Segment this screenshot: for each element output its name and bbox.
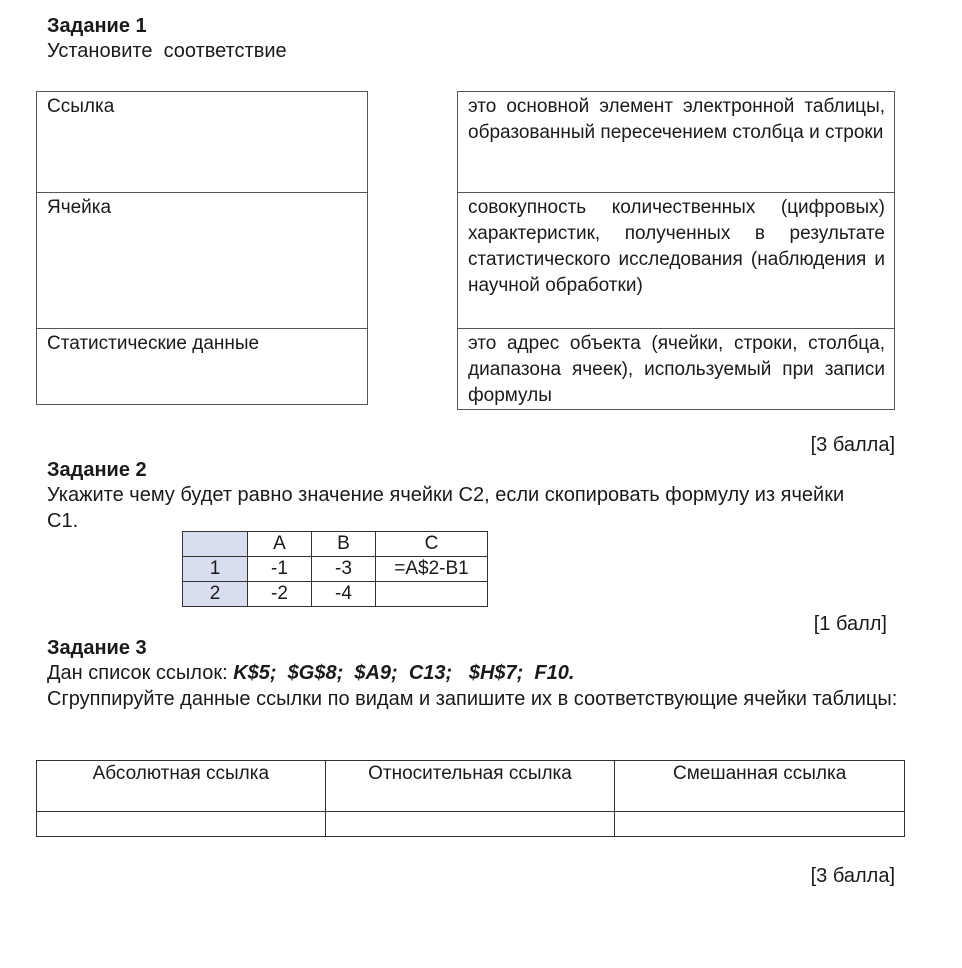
task3-list bbox=[47, 660, 574, 686]
column-header: A bbox=[248, 532, 312, 557]
definition-cell: это основной элемент электронной таблицы, образованный пересечением столбца и строки bbox=[458, 92, 895, 193]
spreadsheet-table bbox=[182, 531, 488, 607]
corner-cell bbox=[183, 532, 248, 557]
definition-cell: совокупность количественных (цифровых) характеристик, полученных в результате статистического исследования (наблюдения и научной обработки) bbox=[458, 193, 895, 329]
task1-points: [3 балла] bbox=[810, 434, 895, 456]
row-header: 2 bbox=[183, 582, 248, 607]
column-header: B bbox=[312, 532, 376, 557]
task3-title: Задание 3 bbox=[47, 637, 147, 659]
task1-title: Задание 1 bbox=[47, 15, 147, 37]
task3-points: [3 балла] bbox=[810, 865, 895, 887]
task3-list-label: Дан список ссылок: bbox=[47, 662, 234, 684]
task2-question: Укажите чему будет равно значение ячейки С2, если скопировать формулу из ячейки С1. bbox=[47, 484, 845, 532]
term-cell: Ссылка bbox=[37, 92, 368, 193]
task1-instruction: Установите соответствие bbox=[47, 40, 287, 62]
sheet-cell bbox=[376, 582, 488, 607]
relative-ref-header: Относительная ссылка bbox=[325, 761, 615, 812]
reference-types-table bbox=[36, 760, 905, 837]
mixed-ref-header: Смешанная ссылка bbox=[615, 761, 905, 812]
task1-definitions-table bbox=[457, 91, 895, 410]
mixed-ref-answer-cell[interactable] bbox=[615, 812, 905, 837]
definition-cell: это адрес объекта (ячейки, строки, столбца, диапазона ячеек), используемый при записи формулы bbox=[458, 329, 895, 410]
absolute-ref-answer-cell[interactable] bbox=[37, 812, 326, 837]
task1-terms-table bbox=[36, 91, 368, 405]
sheet-cell: -2 bbox=[248, 582, 312, 607]
sheet-cell: -3 bbox=[312, 557, 376, 582]
task2-points: [1 балл] bbox=[813, 613, 887, 635]
relative-ref-answer-cell[interactable] bbox=[325, 812, 615, 837]
row-header: 1 bbox=[183, 557, 248, 582]
term-cell: Ячейка bbox=[37, 193, 368, 329]
term-cell: Статистические данные bbox=[37, 329, 368, 405]
task2-title: Задание 2 bbox=[47, 459, 147, 481]
sheet-cell: -4 bbox=[312, 582, 376, 607]
sheet-cell: =A$2-B1 bbox=[376, 557, 488, 582]
task3-references: K$5; $G$8; $A9; C13; $H$7; F10. bbox=[233, 662, 575, 684]
sheet-cell: -1 bbox=[248, 557, 312, 582]
task3-instruction: Сгруппируйте данные ссылки по видам и запишите их в соответствующие ячейки таблицы: bbox=[47, 688, 898, 710]
column-header: C bbox=[376, 532, 488, 557]
absolute-ref-header: Абсолютная ссылка bbox=[37, 761, 326, 812]
